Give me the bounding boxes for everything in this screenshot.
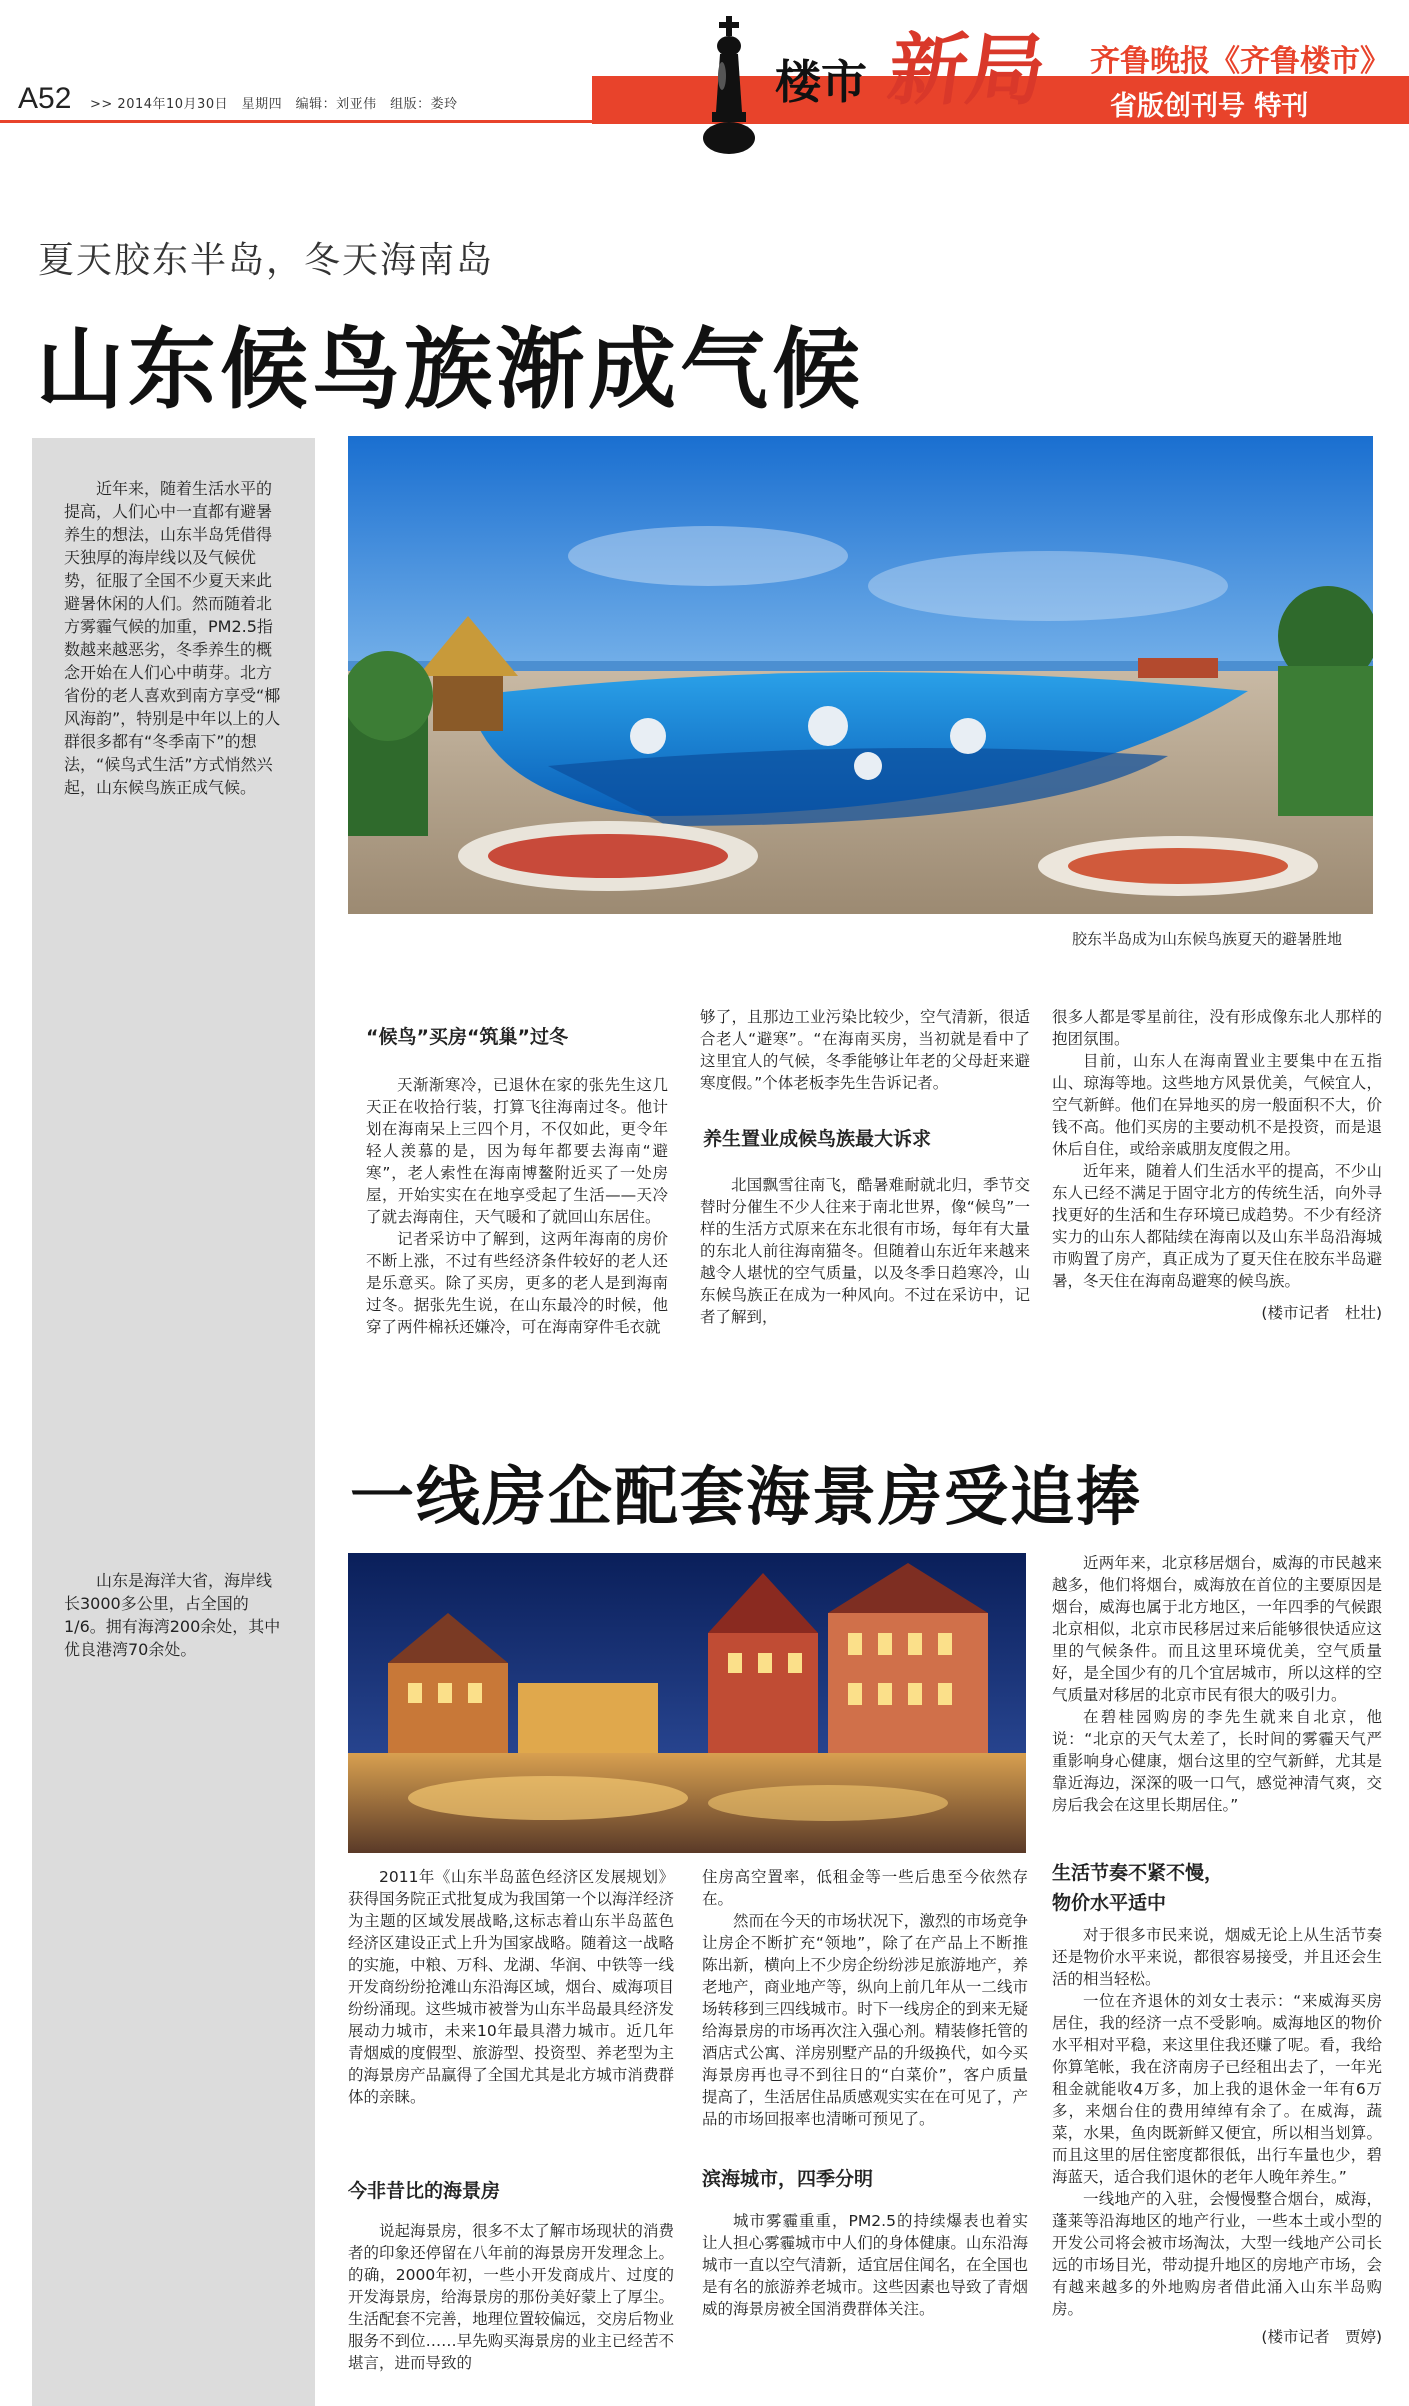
chess-king-icon — [698, 16, 760, 166]
article2-column-2b — [702, 2210, 1028, 2320]
article1-subhead-1: “候鸟”买房“筑巢”过冬 — [366, 1026, 568, 1048]
paragraph: 天渐渐寒冷，已退休在家的张先生这几天正在收拾行装，打算飞往海南过冬。他计划在海南呆上三四个月，不仅如此，更令年轻人羡慕的是，因为每年都要去海南“避寒”，老人索性在海南博鳌附近买了一处房屋，开始实实在在地享受起了生活——天冷了就去海南住，天气暖和了就回山东居住。 — [366, 1076, 668, 1226]
article2-photo — [348, 1553, 1026, 1853]
subhead-line: 物价水平适中 — [1052, 1892, 1167, 1914]
column-title-brush: 新局 — [882, 25, 1052, 116]
article2-subhead-1: 今非昔比的海景房 — [348, 2180, 501, 2202]
article1-photo-caption: 胶东半岛成为山东候鸟族夏天的避暑胜地 — [1072, 930, 1343, 948]
paragraph: 一位在齐退休的刘女士表示：“来威海买房居住，我的经济一点不受影响。威海地区的物价水平相对平稳，来这里住我还赚了呢。看，我给你算笔帐，我在济南房子已经租出去了，一年光租金就能收4万多，加上我的退休金一年有6万多，来烟台住的费用绰绰有余了。在威海，蔬菜，水果，鱼肉既新鲜又便宜，所以相当划算。而且这里的居住密度都很低，出行车量也少，碧海蓝天，适合我们退休的老年人晚年养生。” — [1052, 1992, 1382, 2186]
paragraph: 对于很多市民来说，烟威无论上从生活节奏还是物价水平来说，都很容易接受，并且还会生活的相当轻松。 — [1052, 1926, 1382, 1988]
article2-summary — [64, 1552, 286, 1676]
paragraph: 近年来，随着人们生活水平的提高，不少山东人已经不满足于固守北方的传统生活，向外寻找更好的生活和生存环境已成趋势。不少有经济实力的山东人都陆续在海南以及山东半岛沿海城市购置了房产，真正成为了夏天住在胶东半岛避暑，冬天住在海南岛避寒的候鸟族。 — [1052, 1162, 1382, 1290]
article2-column-1 — [348, 1866, 674, 2108]
night-town-photo — [348, 1553, 1026, 1853]
paragraph: 住房高空置率，低租金等一些后患至今依然存在。 — [702, 1868, 1028, 1908]
byline: (楼市记者 杜壮) — [1261, 1304, 1382, 1322]
paragraph: 然而在今天的市场状况下，激烈的市场竞争让房企不断扩充“领地”，除了在产品上不断推陈出新，横向上不少房企纷纷涉足旅游地产，养老地产，商业地产等，纵向上前几年从一二线市场转移到三四线城市。时下一线房企的到来无疑给海景房的市场再次注入强心剂。精装修托管的酒店式公寓、洋房别墅产品的升级换代，如今买海景房再也寻不到往日的“白菜价”，客户质量提高了，生活居住品质感观实实在在可见了，产品的市场回报率也清晰可预见了。 — [702, 1912, 1028, 2128]
article1-kicker: 夏天胶东半岛，冬天海南岛 — [38, 240, 495, 281]
paragraph: 很多人都是零星前往，没有形成像东北人那样的抱团氛围。 — [1052, 1008, 1382, 1048]
article2-headline: 一线房企配套海景房受追捧 — [350, 1461, 1142, 1535]
article1-column-2 — [700, 1006, 1030, 1094]
paragraph: 够了，且那边工业污染比较少，空气清新，很适合老人“避寒”。“在海南买房，当初就是看中了这里宜人的气候，冬季能够让年老的父母赶来避寒度假。”个体老板李先生告诉记者。 — [700, 1008, 1030, 1092]
paragraph: 说起海景房，很多不太了解市场现状的消费者的印象还停留在八年前的海景房开发理念上。的确，2000年初，一些小开发商成片、过度的开发海景房，给海景房的那份美好蒙上了厚尘。生活配套不完善，地理位置较偏远，交房后物业服务不到位……早先购买海景房的业主已经苦不堪言，进而导致的 — [348, 2222, 674, 2372]
article2-column-2 — [702, 1866, 1028, 2130]
article1-photo — [348, 436, 1373, 914]
subhead-line: 生活节奏不紧不慢， — [1052, 1862, 1224, 1884]
article2-summary-text: 山东是海洋大省，海岸线长3000多公里，占全国的1/6。拥有海湾200余处，其中优良港湾70余处。 — [64, 1571, 281, 1659]
resort-pool-photo — [348, 436, 1373, 914]
byline: (楼市记者 贾婷) — [1261, 2328, 1382, 2346]
issue-meta: >> 2014年10月30日 星期四 编辑：刘亚伟 组版：娄玲 — [90, 97, 458, 112]
paragraph: 记者采访中了解到，这两年海南的房价不断上涨，不过有些经济条件较好的老人还是乐意买。除了买房，更多的老人是到海南过冬。据张先生说，在山东最冷的时候，他穿了两件棉袄还嫌冷，可在海南穿件毛衣就 — [366, 1230, 668, 1336]
article1-column-3 — [1052, 1006, 1382, 1324]
paper-name: 齐鲁晚报《齐鲁楼市》 — [1090, 44, 1390, 79]
article2-subhead-2: 滨海城市，四季分明 — [702, 2168, 874, 2190]
article1-headline: 山东候鸟族渐成气候 — [36, 318, 865, 421]
page-number: A52 — [18, 82, 72, 115]
article1-column-2b — [700, 1174, 1030, 1328]
article1-summary — [64, 460, 286, 814]
article1-column-1 — [366, 1074, 668, 1338]
paragraph: 目前，山东人在海南置业主要集中在五指山、琼海等地。这些地方风景优美，气候宜人，空气新鲜。他们在异地买的房一般面积不大，价钱不高。他们买房的主要动机不是投资，而是退休后自住，或给亲戚朋友度假之用。 — [1052, 1052, 1382, 1158]
article1-summary-text: 近年来，随着生活水平的提高，人们心中一直都有避暑养生的想法，山东半岛凭借得天独厚的海岸线以及气候优势，征服了全国不少夏天来此避暑休闲的人们。然而随着北方雾霾气候的加重，PM2.5指数越来越恶劣，冬季养生的概念开始在人们心中萌芽。北方省份的老人喜欢到南方享受“椰风海韵”，特别是中年以上的人群很多都有“冬季南下”的想法，“候鸟式生活”方式悄然兴起，山东候鸟族正成气候。 — [64, 479, 281, 797]
article1-subhead-2: 养生置业成候鸟族最大诉求 — [703, 1128, 932, 1150]
paragraph: 北国飘雪往南飞，酷暑难耐就北归，季节交替时分催生不少人往来于南北世界，像“候鸟”一样的生活方式原来在东北很有市场，每年有大量的东北人前往海南猫冬。但随着山东近年来越来越令人堪忧的空气质量，以及冬季日趋寒冷，山东候鸟族正在成为一种风向。不过在采访中，记者了解到， — [700, 1176, 1030, 1326]
paragraph: 一线地产的入驻，会慢慢整合烟台，威海，蓬莱等沿海地区的地产行业，一些本土或小型的开发公司将会被市场淘汰，大型一线地产公司长远的市场目光，带动提升地区的房地产市场，会有越来越多的外地购房者借此涌入山东半岛购房。 — [1052, 2190, 1382, 2318]
special-edition-label: 省版创刊号 特刊 — [1110, 91, 1309, 122]
column-title: 楼市 — [775, 55, 867, 109]
article2-subhead-3 — [1052, 1858, 1223, 1918]
paragraph: 近两年来，北京移居烟台，威海的市民越来越多，他们将烟台，威海放在首位的主要原因是烟台，威海也属于北方地区，一年四季的气候跟北京相似，北京市民移居过来后能够很快适应这里的气候条件。而且这里环境优美，空气质量好，是全国少有的几个宜居城市，所以这样的空气质量对移居的北京市民有很大的吸引力。 — [1052, 1554, 1382, 1704]
paragraph: 2011年《山东半岛蓝色经济区发展规划》获得国务院正式批复成为我国第一个以海洋经济为主题的区域发展战略,这标志着山东半岛蓝色经济区建设正式上升为国家战略。随着这一战略的实施，中粮、万科、龙湖、华润、中铁等一线开发商纷纷抢滩山东沿海区域，烟台、威海项目纷纷涌现。这些城市被誉为山东半岛最具经济发展动力城市，未来10年最具潜力城市。近几年青烟威的度假型、旅游型、投资型、养老型为主的海景房产品赢得了全国尤其是北方城市消费群体的亲睐。 — [348, 1868, 674, 2106]
paragraph: 城市雾霾重重，PM2.5的持续爆表也着实让人担心雾霾城市中人们的身体健康。山东沿海城市一直以空气清新，适宜居住闻名，在全国也是有名的旅游养老城市。这些因素也导致了青烟威的海景房被全国消费群体关注。 — [702, 2212, 1028, 2318]
article2-column-3b — [1052, 1924, 1382, 2348]
article2-column-1b — [348, 2220, 674, 2374]
article2-column-3 — [1052, 1552, 1382, 1816]
paragraph: 在碧桂园购房的李先生就来自北京，他说：“北京的天气太差了，长时间的雾霾天气严重影响身心健康，烟台这里的空气新鲜，尤其是靠近海边，深深的吸一口气，感觉神清气爽，交房后我会在这里长期居住。” — [1052, 1708, 1382, 1814]
